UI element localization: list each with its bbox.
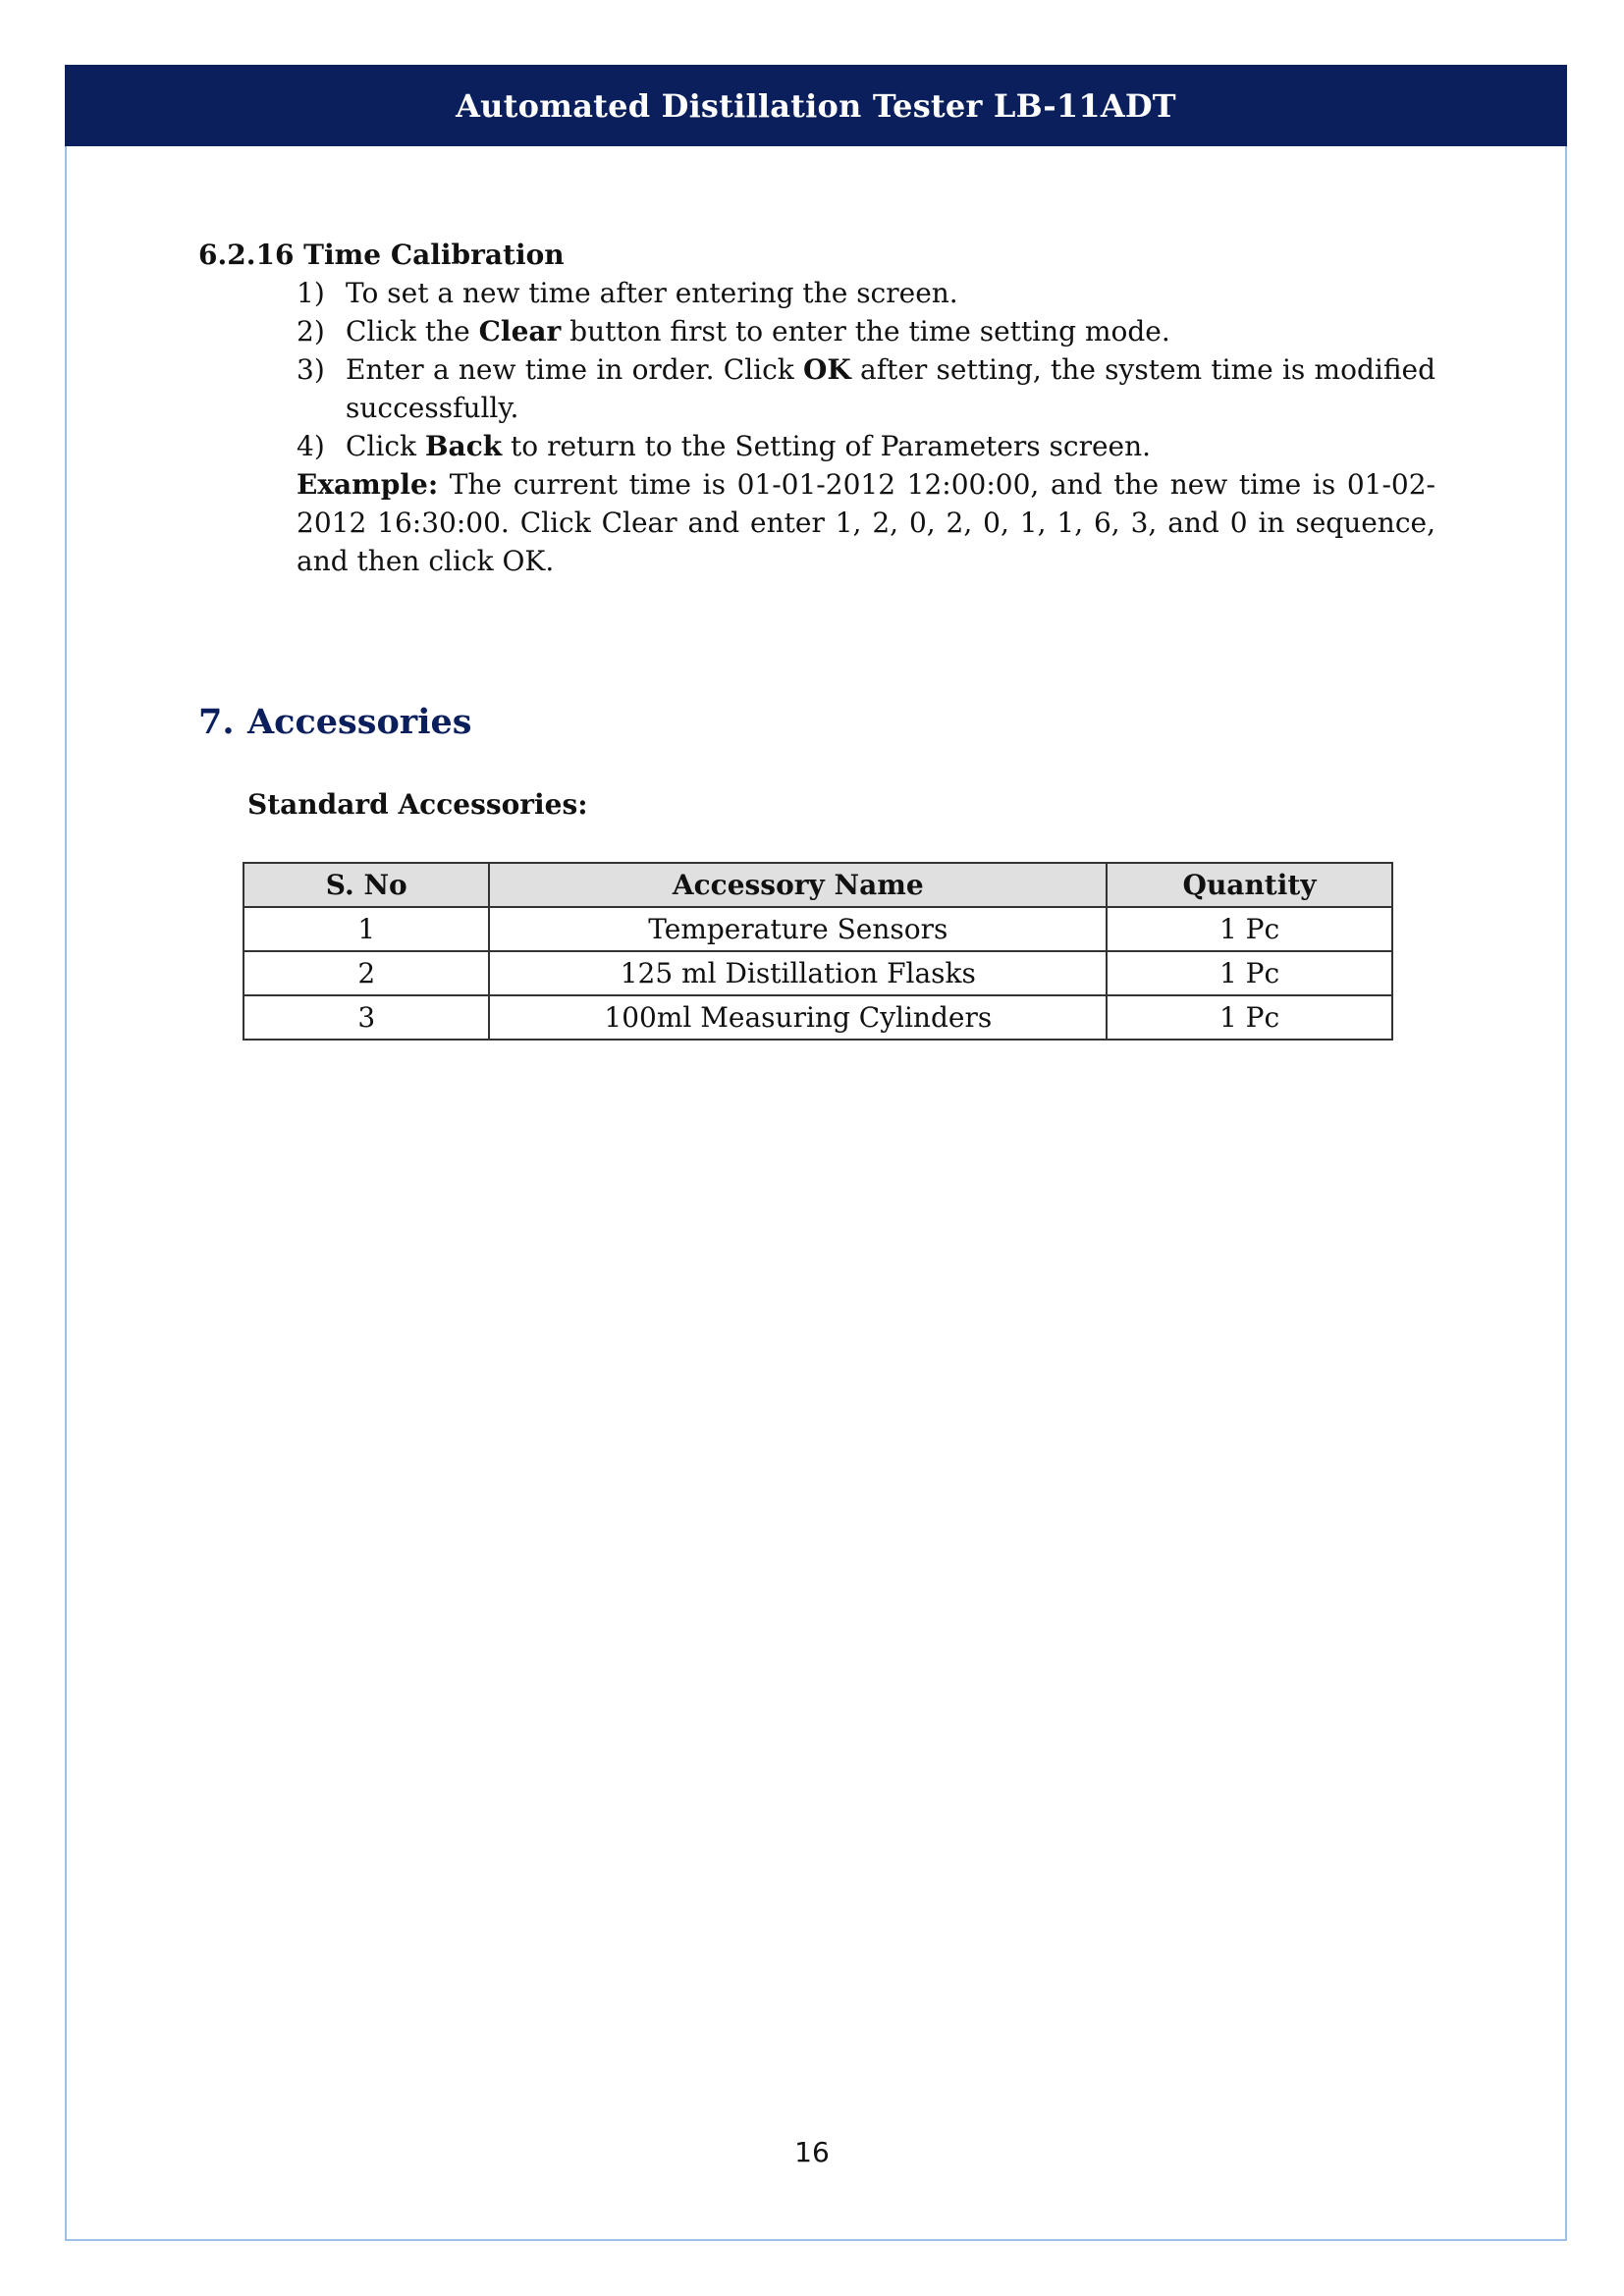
document-header bbox=[65, 65, 1567, 146]
step-number: 1) bbox=[297, 277, 325, 309]
example-text: The current time is 01-01-2012 12:00:00, and the new time is 01-02-2012 16:30:00. Click Clear and enter 1, 2, 0, 2, 0, 1, 1, 6, 3, and 0 in sequence, and then click OK. bbox=[297, 468, 1435, 577]
table-cell: 100ml Measuring Cylinders bbox=[489, 995, 1107, 1040]
table-cell: 125 ml Distillation Flasks bbox=[489, 951, 1107, 995]
section-number: 7. bbox=[198, 702, 235, 742]
section-title: Accessories bbox=[247, 702, 472, 742]
ok-keyword: OK bbox=[803, 353, 851, 386]
table-cell: 1 Pc bbox=[1107, 995, 1392, 1040]
table-cell: 1 Pc bbox=[1107, 907, 1392, 951]
table-row bbox=[244, 907, 1392, 951]
clear-keyword: Clear bbox=[478, 315, 562, 347]
table-row bbox=[244, 995, 1392, 1040]
document-title: Automated Distillation Tester LB-11ADT bbox=[456, 86, 1176, 125]
step-text: To set a new time after entering the screen. bbox=[346, 277, 958, 309]
accessories-table bbox=[243, 862, 1393, 1041]
table-cell: Temperature Sensors bbox=[489, 907, 1107, 951]
table-cell: 1 bbox=[244, 907, 489, 951]
step-text: Click the Clear button first to enter the time setting mode. bbox=[346, 315, 1170, 347]
step-item bbox=[297, 274, 1435, 312]
table-row bbox=[244, 951, 1392, 995]
step-text: Click Back to return to the Setting of Parameters screen. bbox=[346, 430, 1152, 462]
example-label: Example: bbox=[297, 468, 439, 501]
table-cell: 2 bbox=[244, 951, 489, 995]
steps-list bbox=[297, 274, 1435, 465]
table-cell: 3 bbox=[244, 995, 489, 1040]
step-text: Enter a new time in order. Click OK after setting, the system time is modified successfully. bbox=[346, 353, 1435, 424]
column-header: S. No bbox=[244, 863, 489, 907]
step-number: 4) bbox=[297, 430, 325, 462]
step-item bbox=[297, 312, 1435, 350]
step-item bbox=[297, 350, 1435, 427]
step-number: 3) bbox=[297, 353, 325, 386]
standard-accessories-label: Standard Accessories: bbox=[247, 788, 588, 821]
page-number: 16 bbox=[794, 2136, 830, 2168]
back-keyword: Back bbox=[424, 430, 503, 462]
step-item bbox=[297, 427, 1435, 465]
table-header-row bbox=[244, 863, 1392, 907]
example-paragraph bbox=[297, 465, 1435, 580]
column-header: Accessory Name bbox=[489, 863, 1107, 907]
section-heading bbox=[198, 701, 472, 744]
time-calibration-section bbox=[198, 236, 1435, 580]
table-cell: 1 Pc bbox=[1107, 951, 1392, 995]
column-header: Quantity bbox=[1107, 863, 1392, 907]
subsection-heading: 6.2.16 Time Calibration bbox=[198, 239, 565, 271]
step-number: 2) bbox=[297, 315, 325, 347]
